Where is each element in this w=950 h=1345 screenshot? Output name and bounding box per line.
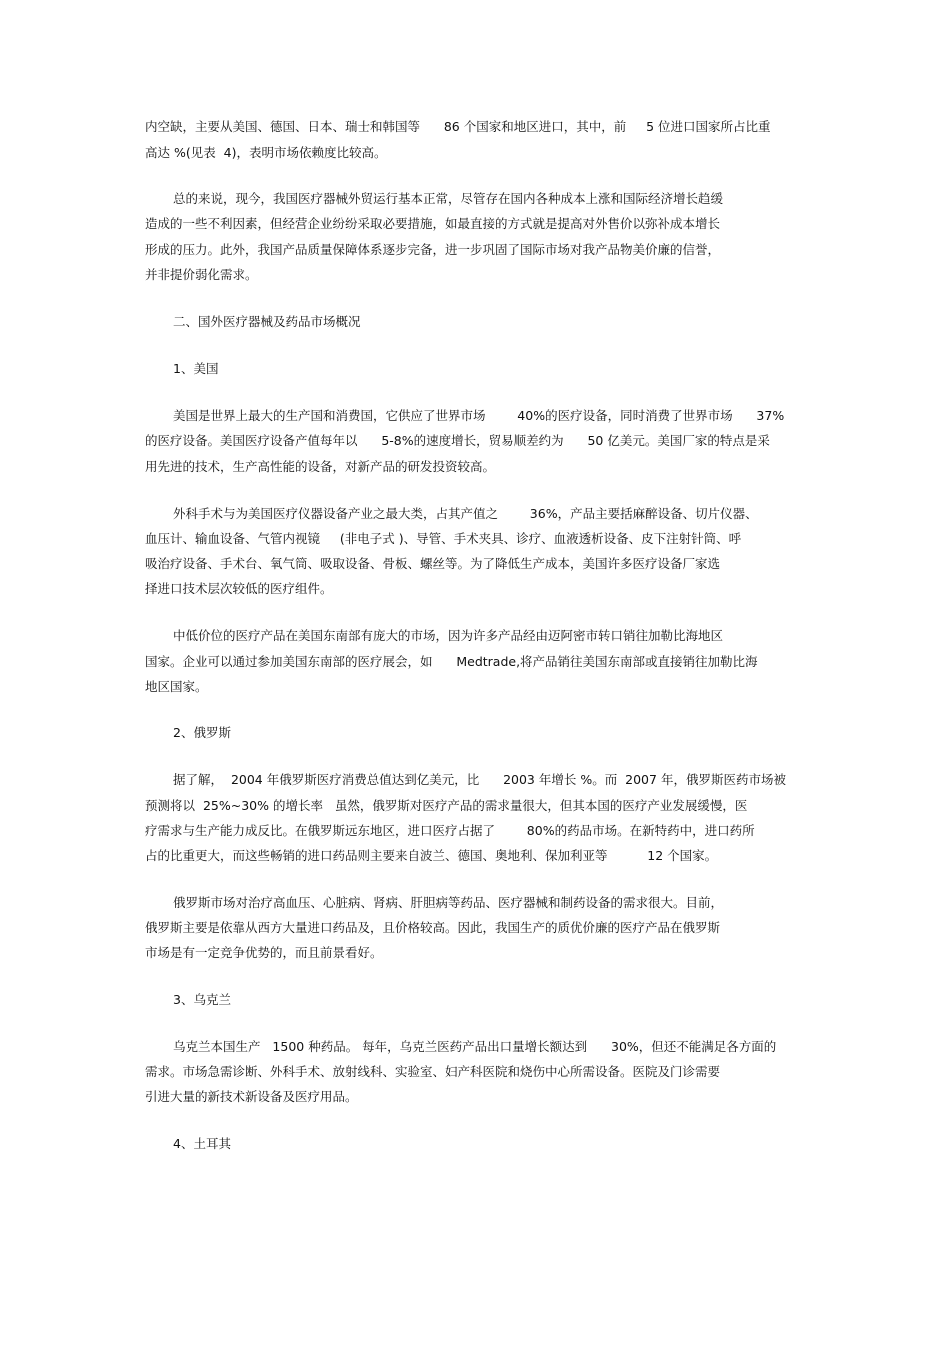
subheading-turkey: 4、土耳其 [173, 1136, 231, 1151]
text-line: 外科手术与为美国医疗仪器设备产业之最大类，占其产值之 36%，产品主要括麻醉设备、切片仪器、 [173, 506, 758, 521]
text-line: 择进口技术层次较低的医疗组件。 [145, 581, 333, 596]
text-line: 用先进的技术，生产高性能的设备，对新产品的研发投资较高。 [145, 459, 496, 474]
text-line: 总的来说，现今，我国医疗器械外贸运行基本正常，尽管存在国内各种成本上涨和国际经济增长趋缓 [173, 191, 724, 206]
text-line: 俄罗斯市场对治疗高血压、心脏病、肾病、肝胆病等药品、医疗器械和制药设备的需求很大。目前， [173, 895, 724, 910]
text-line: 占的比重更大，而这些畅销的进口药品则主要来自波兰、德国、奥地利、保加利亚等 12 个国家。 [145, 848, 718, 863]
text-line: 高达 %(见表 4)，表明市场依赖度比较高。 [145, 145, 387, 160]
text-line: 市场是有一定竞争优势的，而且前景看好。 [145, 945, 383, 960]
text-line: 中低价位的医疗产品在美国东南部有庞大的市场，因为许多产品经由迈阿密市转口销往加勒比海地区 [173, 628, 724, 643]
text-line: 引进大量的新技术新设备及医疗用品。 [145, 1089, 358, 1104]
text-line: 据了解， 2004 年俄罗斯医疗消费总值达到亿美元，比 2003 年增长 %。而 2007 年，俄罗斯医药市场被 [173, 772, 786, 787]
text-line: 造成的一些不利因素，但经营企业纷纷采取必要措施，如最直接的方式就是提高对外售价以弥补成本增长 [145, 216, 721, 231]
subheading-ukraine: 3、乌克兰 [173, 992, 231, 1007]
text-line: 内空缺，主要从美国、德国、日本、瑞士和韩国等 86 个国家和地区进口，其中，前 5 位进口国家所占比重 [145, 119, 771, 134]
section-heading-foreign-market: 二、国外医疗器械及药品市场概况 [173, 314, 361, 329]
text-line: 血压计、输血设备、气管内视镜 (非电子式 )、导管、手术夹具、诊疗、血液透析设备、皮下注射针筒、呼 [145, 531, 742, 546]
text-line: 需求。市场急需诊断、外科手术、放射线科、实验室、妇产科医院和烧伤中心所需设备。医院及门诊需要 [145, 1064, 721, 1079]
text-line: 吸治疗设备、手术台、氧气筒、吸取设备、骨板、螺丝等。为了降低生产成本，美国许多医疗设备厂家选 [145, 556, 721, 571]
text-line: 国家。企业可以通过参加美国东南部的医疗展会，如 Medtrade,将产品销往美国东南部或直接销往加勒比海 [145, 654, 758, 669]
text-line: 乌克兰本国生产 1500 种药品。 每年，乌克兰医药产品出口量增长额达到 30%，但还不能满足各方面的 [173, 1039, 777, 1054]
text-line: 的医疗设备。美国医疗设备产值每年以 5-8%的速度增长，贸易顺差约为 50 亿美元。美国厂家的特点是采 [145, 433, 770, 448]
text-line: 并非提价弱化需求。 [145, 267, 258, 282]
text-line: 美国是世界上最大的生产国和消费国，它供应了世界市场 40%的医疗设备，同时消费了世界市场 37% [173, 408, 785, 423]
text-line: 俄罗斯主要是依靠从西方大量进口药品及，且价格较高。因此，我国生产的质优价廉的医疗产品在俄罗斯 [145, 920, 721, 935]
subheading-russia: 2、俄罗斯 [173, 725, 231, 740]
text-line: 形成的压力。此外，我国产品质量保障体系逐步完备，进一步巩固了国际市场对我产品物美价廉的信誉， [145, 242, 721, 257]
text-line: 疗需求与生产能力成反比。在俄罗斯远东地区，进口医疗占据了 80%的药品市场。在新特药中，进口药所 [145, 823, 755, 838]
subheading-usa: 1、美国 [173, 361, 219, 376]
text-line: 预测将以 25%~30% 的增长率 虽然，俄罗斯对医疗产品的需求量很大，但其本国的医疗产业发展缓慢，医 [145, 798, 748, 813]
text-line: 地区国家。 [145, 679, 208, 694]
